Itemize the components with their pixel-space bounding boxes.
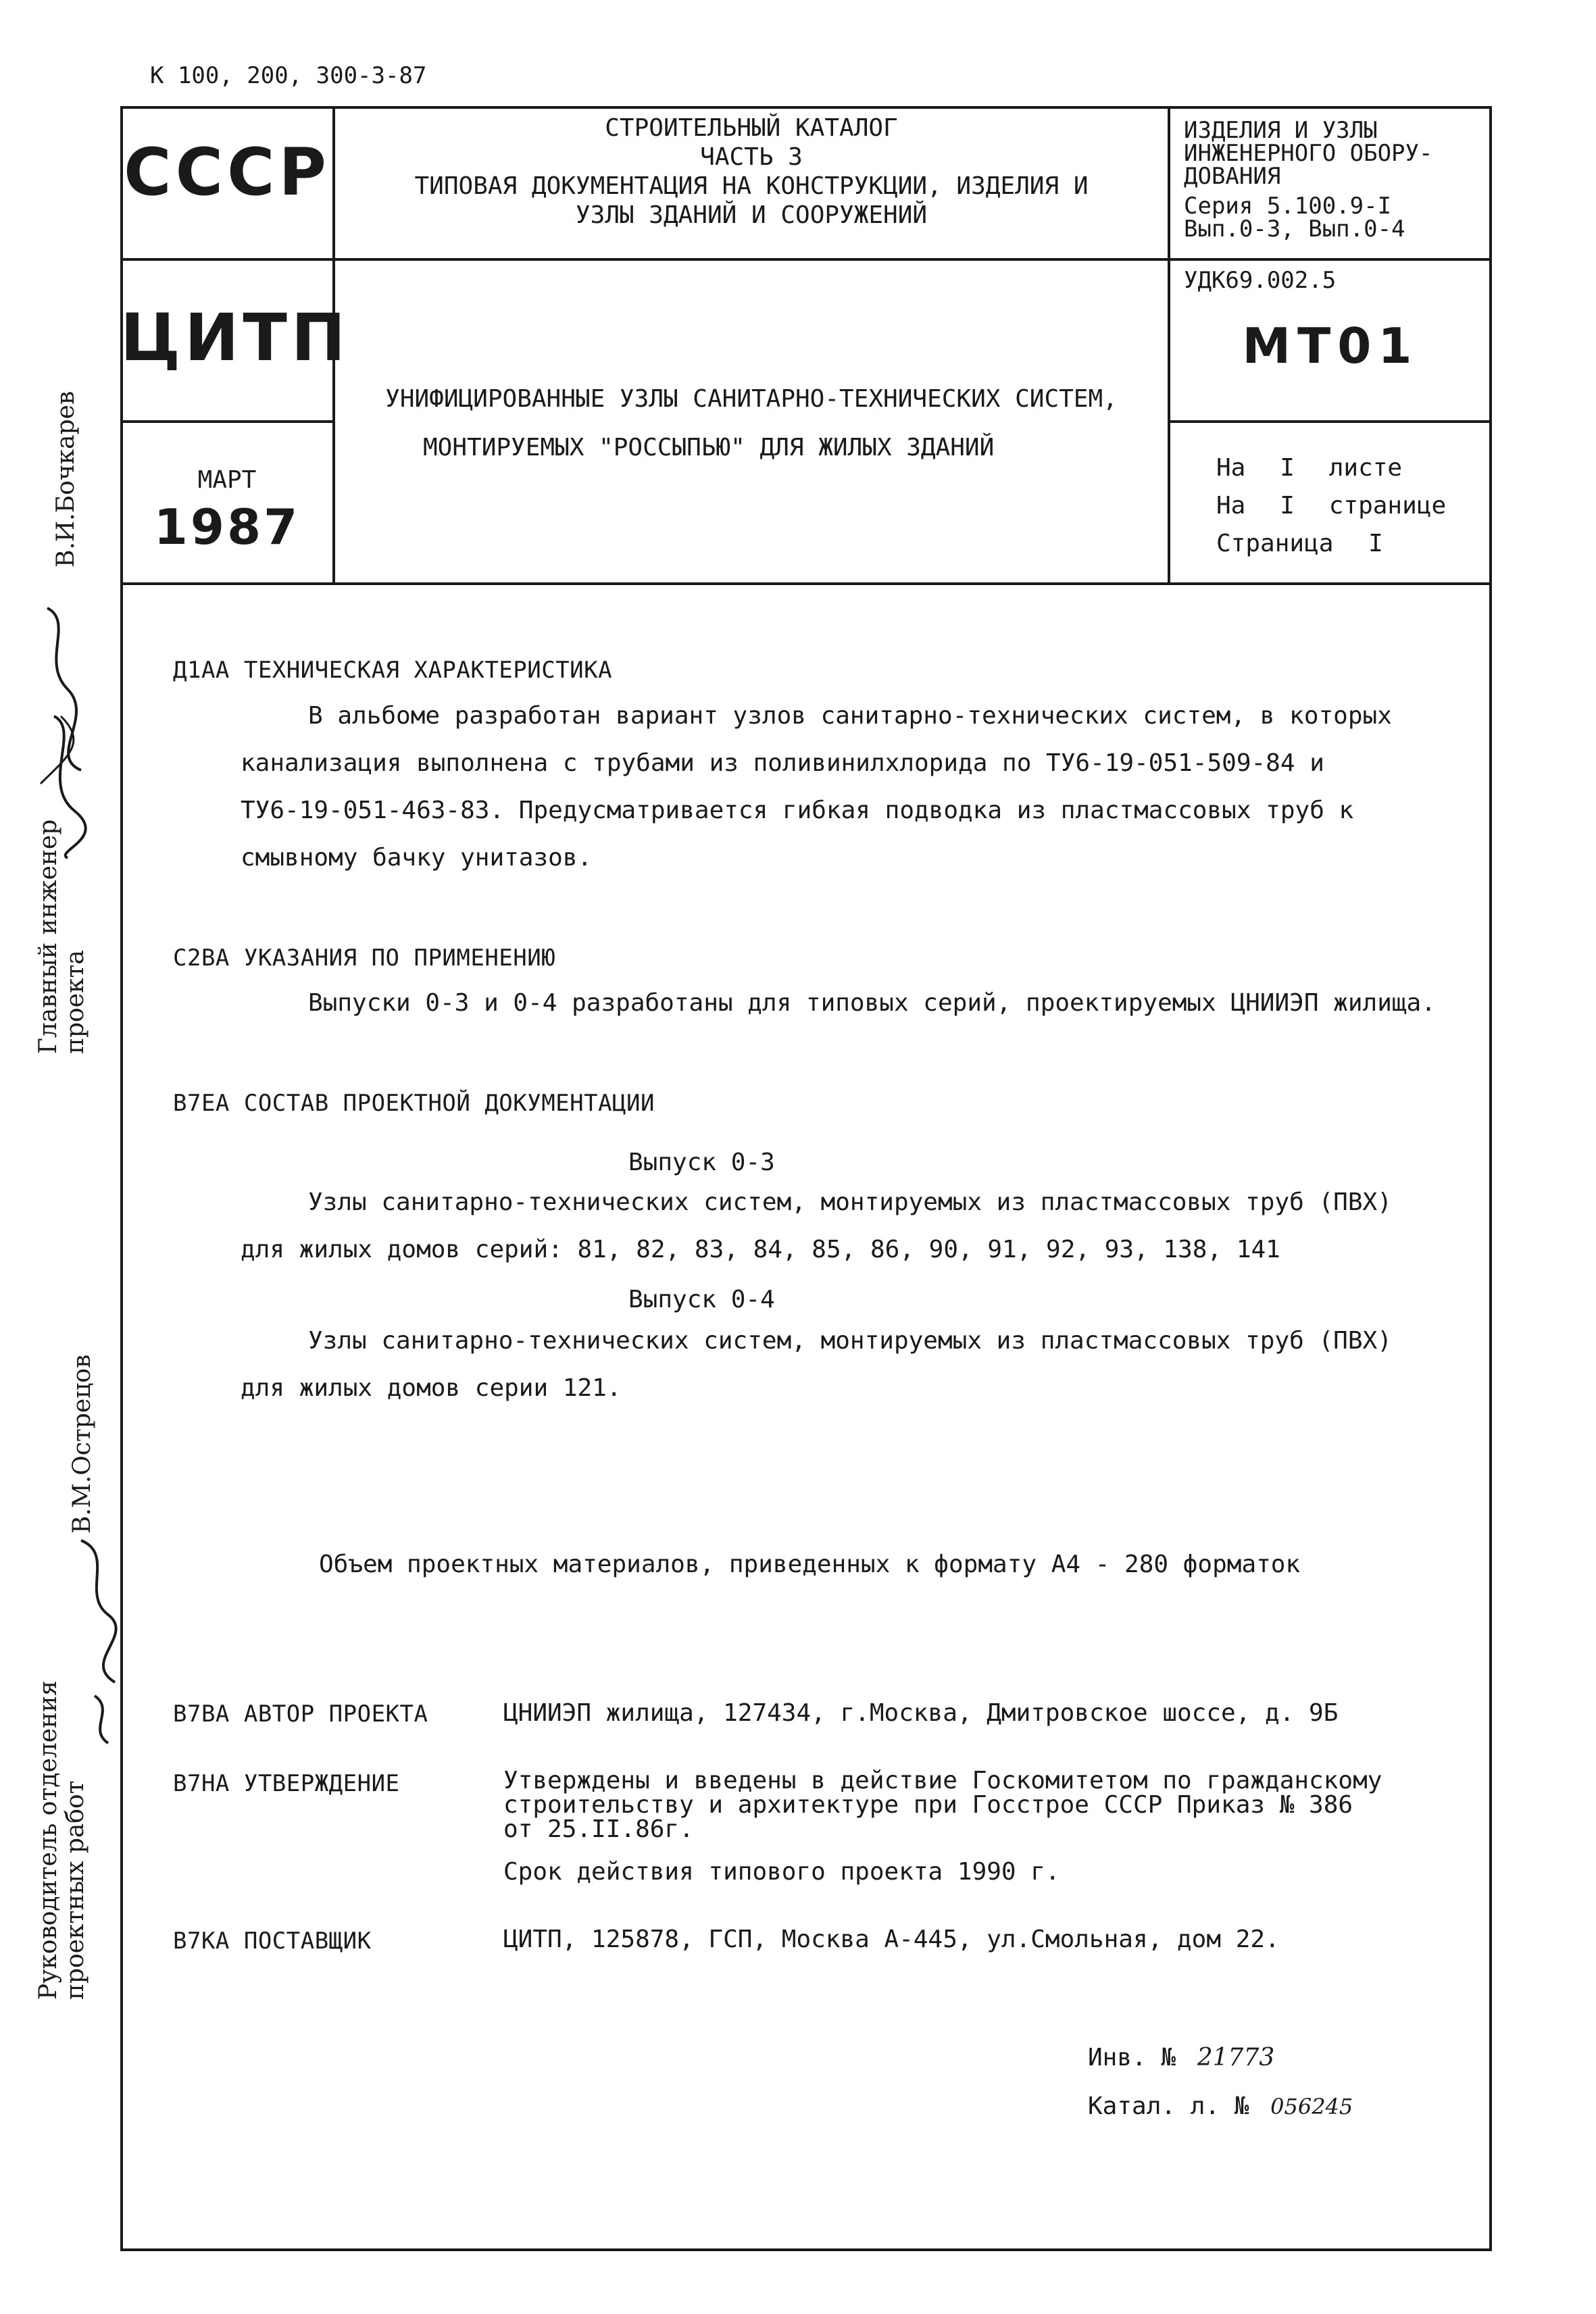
- catalog-line: УЗЛЫ ЗДАНИЙ И СООРУЖЕНИЙ: [575, 201, 928, 229]
- issue-line: Узлы санитарно-технических систем, монтируемых из пластмассовых труб (ПВХ): [308, 1327, 1392, 1355]
- issue2-text: [241, 1317, 1484, 1412]
- composition-heading: В7ЕА СОСТАВ ПРОЕКТНОЙ ДОКУМЕНТАЦИИ: [173, 1090, 655, 1117]
- label-line: проектных работ: [61, 1780, 89, 2000]
- sheet-number: I: [1280, 492, 1295, 520]
- inventory-number: 21773: [1197, 2044, 1275, 2071]
- category-line: ИНЖЕНЕРНОГО ОБОРУ-: [1184, 140, 1433, 167]
- signature-2: [68, 1527, 128, 1750]
- author-text: ЦНИИЭП жилища, 127434, г.Москва, Дмитровское шоссе, д. 9Б: [503, 1699, 1339, 1727]
- country-label: СССР: [124, 134, 330, 210]
- label-line: Руководитель отделения: [34, 1680, 62, 2000]
- title-line: МОНТИРУЕМЫХ "РОССЫПЬЮ" ДЛЯ ЖИЛЫХ ЗДАНИЙ: [423, 434, 995, 461]
- issue-line: для жилых домов серии 121.: [241, 1374, 622, 1402]
- right-row-rule-1: [1169, 258, 1492, 261]
- approval-line: Утверждены и введены в действие Госкомитетом по гражданскому: [503, 1767, 1382, 1794]
- usage-text: Выпуски 0-3 и 0-4 разработаны для типовых серий, проектируемых ЦНИИЭП жилища.: [308, 989, 1436, 1017]
- inventory-label: Инв. №: [1088, 2044, 1176, 2071]
- page-number-row: [1216, 525, 1446, 563]
- sheet-number: I: [1280, 454, 1295, 482]
- sheet-info: [1216, 449, 1446, 563]
- approval-line: от 25.II.86г.: [503, 1815, 694, 1843]
- chief-engineer-name: В.И.Бочкарев: [52, 391, 80, 568]
- catalog-sheet-row: [1088, 2082, 1353, 2131]
- issue-line: Узлы санитарно-технических систем, монтируемых из пластмассовых труб (ПВХ): [308, 1188, 1392, 1216]
- issue-month: МАРТ: [197, 466, 257, 494]
- catalog-line: ТИПОВАЯ ДОКУМЕНТАЦИЯ НА КОНСТРУКЦИИ, ИЗДЕЛИЯ И: [414, 172, 1089, 200]
- left-row-rule-2: [120, 420, 334, 423]
- series-line: Вып.0-3, Вып.0-4: [1184, 216, 1405, 243]
- tech-line: В альбоме разработан вариант узлов санитарно-технических систем, в которых: [308, 702, 1392, 730]
- series-line: Серия 5.100.9-I: [1184, 193, 1392, 220]
- issue-line: для жилых домов серий: 81, 82, 83, 84, 85, 86, 90, 91, 92, 93, 138, 141: [241, 1236, 1280, 1263]
- category-line: ДОВАНИЯ: [1184, 163, 1281, 190]
- tech-paragraph: [241, 693, 1477, 882]
- sheet-prefix: На: [1216, 454, 1246, 482]
- document-title: [335, 375, 1168, 472]
- document-code: МТ01: [1242, 318, 1419, 374]
- approval-heading: В7НА УТВЕРЖДЕНИЕ: [173, 1770, 400, 1797]
- approval-text: [503, 1769, 1382, 1842]
- volume-line: Объем проектных материалов, приведенных к формату А4 - 280 форматок: [319, 1551, 1301, 1578]
- left-row-rule-1: [120, 258, 334, 261]
- label-line: Главный инженер: [34, 819, 62, 1054]
- catalog-sheet-number: 056245: [1270, 2094, 1353, 2119]
- supplier-heading: В7КА ПОСТАВЩИК: [173, 1928, 372, 1955]
- catalog-block: [335, 114, 1168, 230]
- right-row-rule-2: [1169, 420, 1492, 423]
- tech-line: ТУ6-19-051-463-83. Предусматривается гибкая подводка из пластмассовых труб к: [241, 797, 1354, 824]
- tech-line: смывному бачку унитазов.: [241, 844, 593, 872]
- sheet-word: странице: [1328, 492, 1447, 520]
- center-row-rule: [334, 258, 1169, 261]
- tech-heading: Д1АА ТЕХНИЧЕСКАЯ ХАРАКТЕРИСТИКА: [173, 657, 613, 684]
- issue2-title: Выпуск 0-4: [628, 1286, 775, 1313]
- signature-1: [27, 581, 101, 865]
- inventory-number-row: [1088, 2034, 1353, 2082]
- tech-line: канализация выполнена с трубами из поливинилхлорида по ТУ6-19-051-509-84 и: [241, 749, 1324, 777]
- label-line: проекта: [61, 950, 89, 1054]
- udk-code: УДК69.002.5: [1184, 267, 1337, 294]
- category-block: [1184, 119, 1432, 241]
- catalog-line: ЧАСТЬ 3: [700, 143, 803, 171]
- catalog-line: СТРОИТЕЛЬНЫЙ КАТАЛОГ: [605, 114, 898, 142]
- issue-year: 1987: [153, 499, 301, 555]
- sheet-word: листе: [1328, 454, 1403, 482]
- catalog-sheet-label: Катал. л. №: [1088, 2092, 1249, 2120]
- category-line: ИЗДЕЛИЯ И УЗЛЫ: [1184, 117, 1378, 144]
- sheet-count-row: [1216, 449, 1446, 487]
- page-label: Страница: [1216, 530, 1334, 557]
- usage-heading: С2ВА УКАЗАНИЯ ПО ПРИМЕНЕНИЮ: [173, 945, 556, 972]
- author-heading: В7ВА АВТОР ПРОЕКТА: [173, 1701, 428, 1728]
- title-line: УНИФИЦИРОВАННЫЕ УЗЛЫ САНИТАРНО-ТЕХНИЧЕСКИХ СИСТЕМ,: [385, 385, 1118, 413]
- issue1-title: Выпуск 0-3: [628, 1149, 775, 1176]
- supplier-text: ЦИТП, 125878, ГСП, Москва А-445, ул.Смольная, дом 22.: [503, 1926, 1280, 1953]
- sheet-prefix: На: [1216, 492, 1246, 520]
- validity-line: Срок действия типового проекта 1990 г.: [503, 1858, 1060, 1886]
- dept-head-name: В.М.Острецов: [68, 1354, 96, 1534]
- issue1-text: [241, 1179, 1484, 1274]
- page-count-row: [1216, 487, 1446, 525]
- header-bottom-rule: [120, 582, 1492, 585]
- inventory-block: [1088, 2034, 1353, 2131]
- org-label: ЦИТП: [120, 300, 350, 376]
- page-number: I: [1368, 530, 1383, 557]
- catalog-code: К 100, 200, 300-3-87: [150, 62, 427, 89]
- approval-line: строительству и архитектуре при Госстрое СССР Приказ № 386: [503, 1791, 1353, 1819]
